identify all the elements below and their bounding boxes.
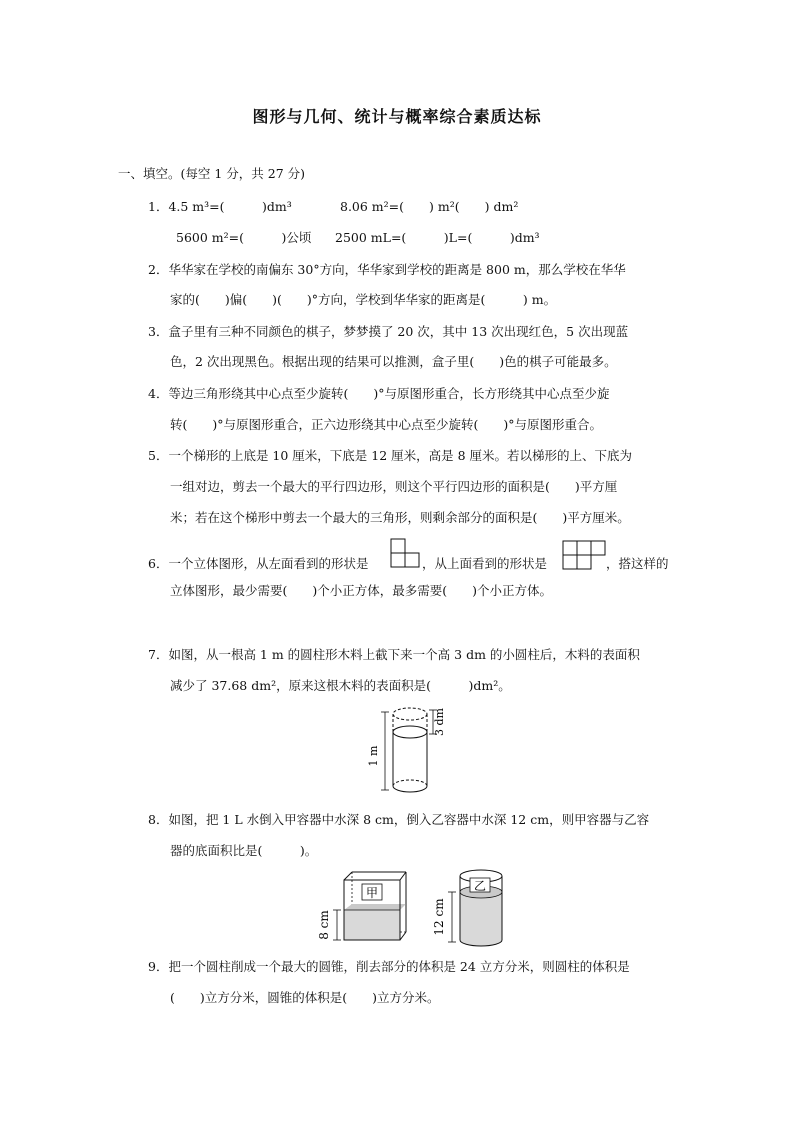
page-title: 图形与几何、统计与概率综合素质达标 xyxy=(252,107,542,126)
q5-line3: 米；若在这个梯形中剪去一个最大的三角形，则剩余部分的面积是( )平方厘米。 xyxy=(170,510,630,525)
label-yi: 乙 xyxy=(473,879,487,893)
label-cut-3dm: 3 dm xyxy=(433,708,446,736)
q8-line2: 器的底面积比是( )。 xyxy=(170,843,318,858)
q1-line1-part-a: 1．4.5 m³=( )dm³ xyxy=(148,199,292,214)
q5-line2: 一组对边，剪去一个最大的平行四边形，则这个平行四边形的面积是( )平方厘 xyxy=(170,479,618,494)
q1-line2-part-a: 5600 m²=( )公顷 xyxy=(176,230,312,245)
q3-line2: 色，2 次出现黑色。根据出现的结果可以推测，盒子里( )色的棋子可能最多。 xyxy=(170,354,617,369)
q7-line2: 减少了 37.68 dm²，原来这根木料的表面积是( )dm²。 xyxy=(170,678,511,693)
q2-line2: 家的( )偏( )( )°方向，学校到华华家的距离是( ) m。 xyxy=(170,292,557,307)
label-depth-8cm: 8 cm xyxy=(317,910,331,940)
label-depth-12cm: 12 cm xyxy=(432,898,446,936)
label-height-1m: 1 m xyxy=(367,745,380,767)
q1-line2-part-b: 2500 mL=( )L=( )dm³ xyxy=(335,230,540,245)
container-jia-diagram xyxy=(318,862,408,946)
q1-line1-part-b: 8.06 m²=( ) m²( ) dm² xyxy=(340,199,519,214)
q9-line2: ( )立方分米，圆锥的体积是( )立方分米。 xyxy=(170,990,440,1005)
q4-line2: 转( )°与原图形重合，正六边形绕其中心点至少旋转( )°与原图形重合。 xyxy=(170,417,603,432)
q4-line1: 4．等边三角形绕其中心点至少旋转( )°与原图形重合，长方形绕其中心点至少旋 xyxy=(148,386,610,401)
q6-line1-part-a: 6．一个立体图形，从左面看到的形状是 xyxy=(148,556,369,571)
q5-line1: 5．一个梯形的上底是 10 厘米，下底是 12 厘米，高是 8 厘米。若以梯形的上、下底为 xyxy=(148,448,633,463)
q6-line2: 立体图形，最少需要( )个小正方体，最多需要( )个小正方体。 xyxy=(170,583,553,598)
q6-line1-part-c: ，搭这样的 xyxy=(606,556,669,571)
q6-line1-part-b: ，从上面看到的形状是 xyxy=(422,556,548,571)
q3-line1: 3．盒子里有三种不同颜色的棋子，梦梦摸了 20 次，其中 13 次出现红色，5 次出现蓝 xyxy=(148,324,629,339)
top-view-figure xyxy=(562,540,608,572)
left-view-figure xyxy=(390,538,424,572)
container-yi-diagram xyxy=(432,862,512,946)
q2-line1: 2．华华家在学校的南偏东 30°方向，华华家到学校的距离是 800 m，那么学校在华华 xyxy=(148,262,626,277)
cylinder-wood-diagram xyxy=(367,700,460,798)
q9-line1: 9．把一个圆柱削成一个最大的圆锥，削去部分的体积是 24 立方分米，则圆柱的体积是 xyxy=(148,959,630,974)
q8-line1: 8．如图，把 1 L 水倒入甲容器中水深 8 cm，倒入乙容器中水深 12 cm，则甲容器与乙容 xyxy=(148,812,650,827)
label-jia: 甲 xyxy=(365,886,379,900)
q7-line1: 7．如图，从一根高 1 m 的圆柱形木料上截下来一个高 3 dm 的小圆柱后，木料的表面积 xyxy=(148,647,640,662)
section-heading: 一、填空。(每空 1 分，共 27 分) xyxy=(118,166,306,181)
